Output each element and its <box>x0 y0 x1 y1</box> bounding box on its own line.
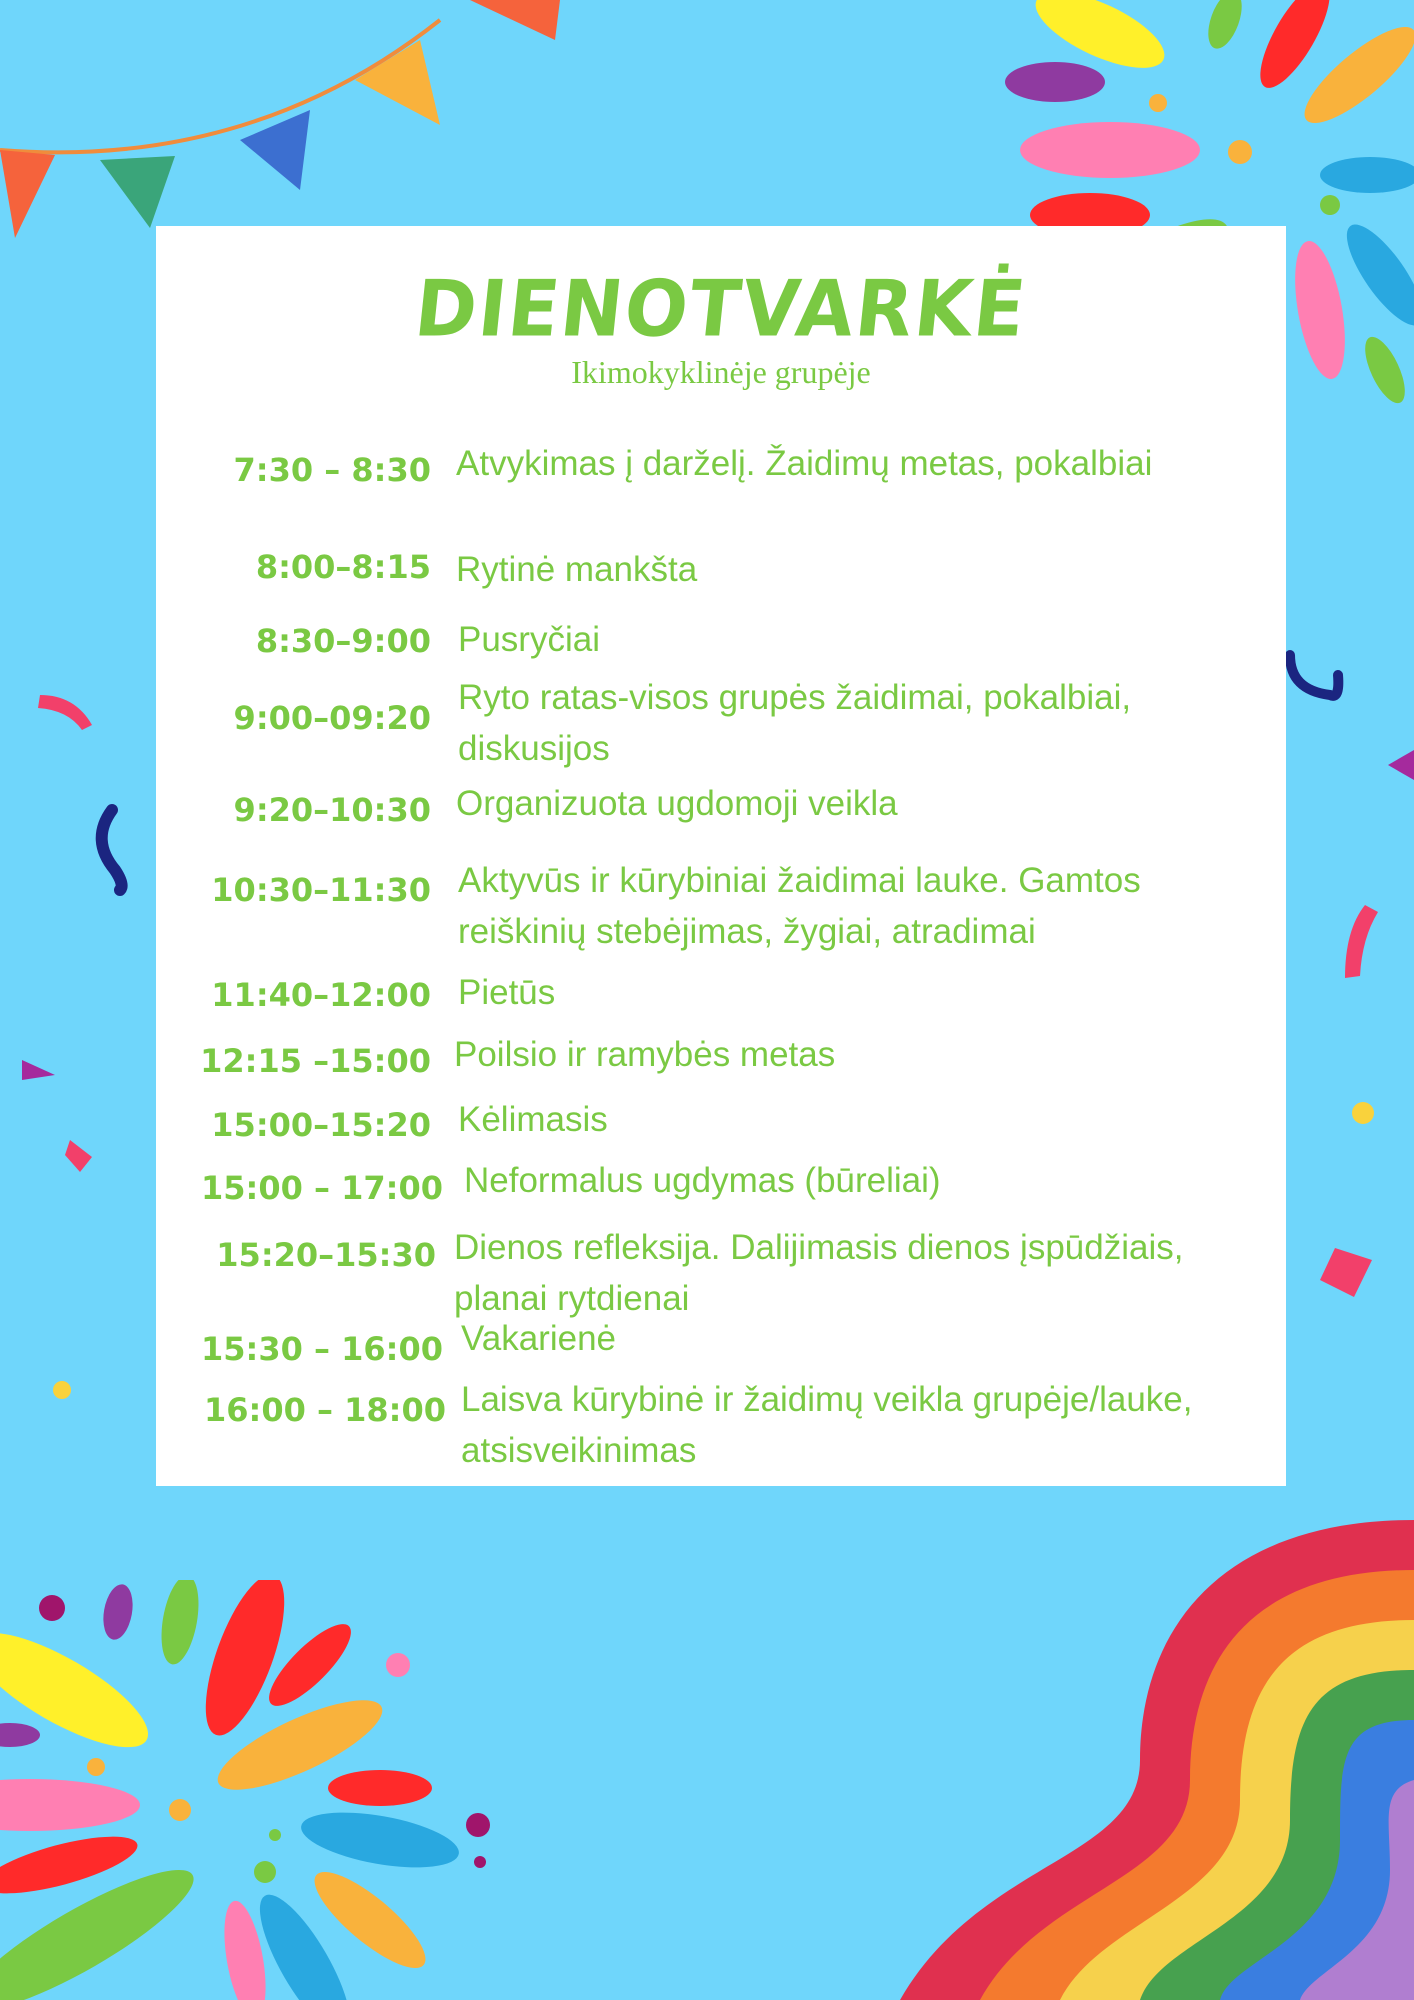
schedule-activity: Laisva kūrybinė ir žaidimų veikla grupėje/lauke, atsisveikinimas <box>461 1380 1193 1470</box>
page-title: DIENOTVARKĖ <box>410 263 1032 355</box>
schedule-time: 15:20–15:30 <box>216 1236 436 1274</box>
schedule-time: 16:00 – 18:00 <box>204 1391 446 1429</box>
schedule-time: 8:00–8:15 <box>255 548 431 586</box>
schedule-time: 9:20–10:30 <box>233 791 431 829</box>
schedule-activity: Neformalus ugdymas (būreliai) <box>464 1161 941 1200</box>
schedule-activity: Poilsio ir ramybės metas <box>454 1035 836 1074</box>
schedule-activity: Vakarienė <box>461 1319 617 1358</box>
schedule-time: 8:30–9:00 <box>255 622 431 660</box>
schedule-activity: Aktyvūs ir kūrybiniai žaidimai lauke. Gamtos reiškinių stebėjimas, žygiai, atradimai <box>458 861 1141 951</box>
schedule-activity: Organizuota ugdomoji veikla <box>456 784 898 823</box>
schedule-time: 11:40–12:00 <box>211 976 431 1014</box>
schedule-time: 10:30–11:30 <box>211 871 431 909</box>
page-subtitle: Ikimokyklinėje grupėje <box>571 354 871 390</box>
schedule-time: 12:15 –15:00 <box>200 1042 431 1080</box>
schedule-card <box>156 226 1286 1486</box>
schedule-time: 15:00–15:20 <box>211 1106 431 1144</box>
schedule-activity: Ryto ratas-visos grupės žaidimai, pokalbiai, diskusijos <box>458 678 1132 768</box>
bunting-decoration <box>0 0 560 240</box>
paint-burst-decoration-bottom <box>0 1580 500 2000</box>
schedule-time: 15:30 – 16:00 <box>201 1330 443 1368</box>
schedule-activity: Pusryčiai <box>458 620 600 659</box>
schedule-activity: Pietūs <box>458 973 556 1012</box>
schedule-activity: Rytinė mankšta <box>456 550 698 589</box>
rainbow-decoration <box>900 1500 1414 2000</box>
schedule-activity: Kėlimasis <box>458 1100 608 1139</box>
schedule-activity: Dienos refleksija. Dalijimasis dienos įspūdžiais, planai rytdienai <box>454 1228 1184 1318</box>
schedule-time: 9:00–09:20 <box>233 699 431 737</box>
schedule-activity: Atvykimas į darželį. Žaidimų metas, pokalbiai <box>456 444 1153 483</box>
schedule-time: 15:00 – 17:00 <box>201 1169 443 1207</box>
schedule-time: 7:30 – 8:30 <box>233 451 431 489</box>
